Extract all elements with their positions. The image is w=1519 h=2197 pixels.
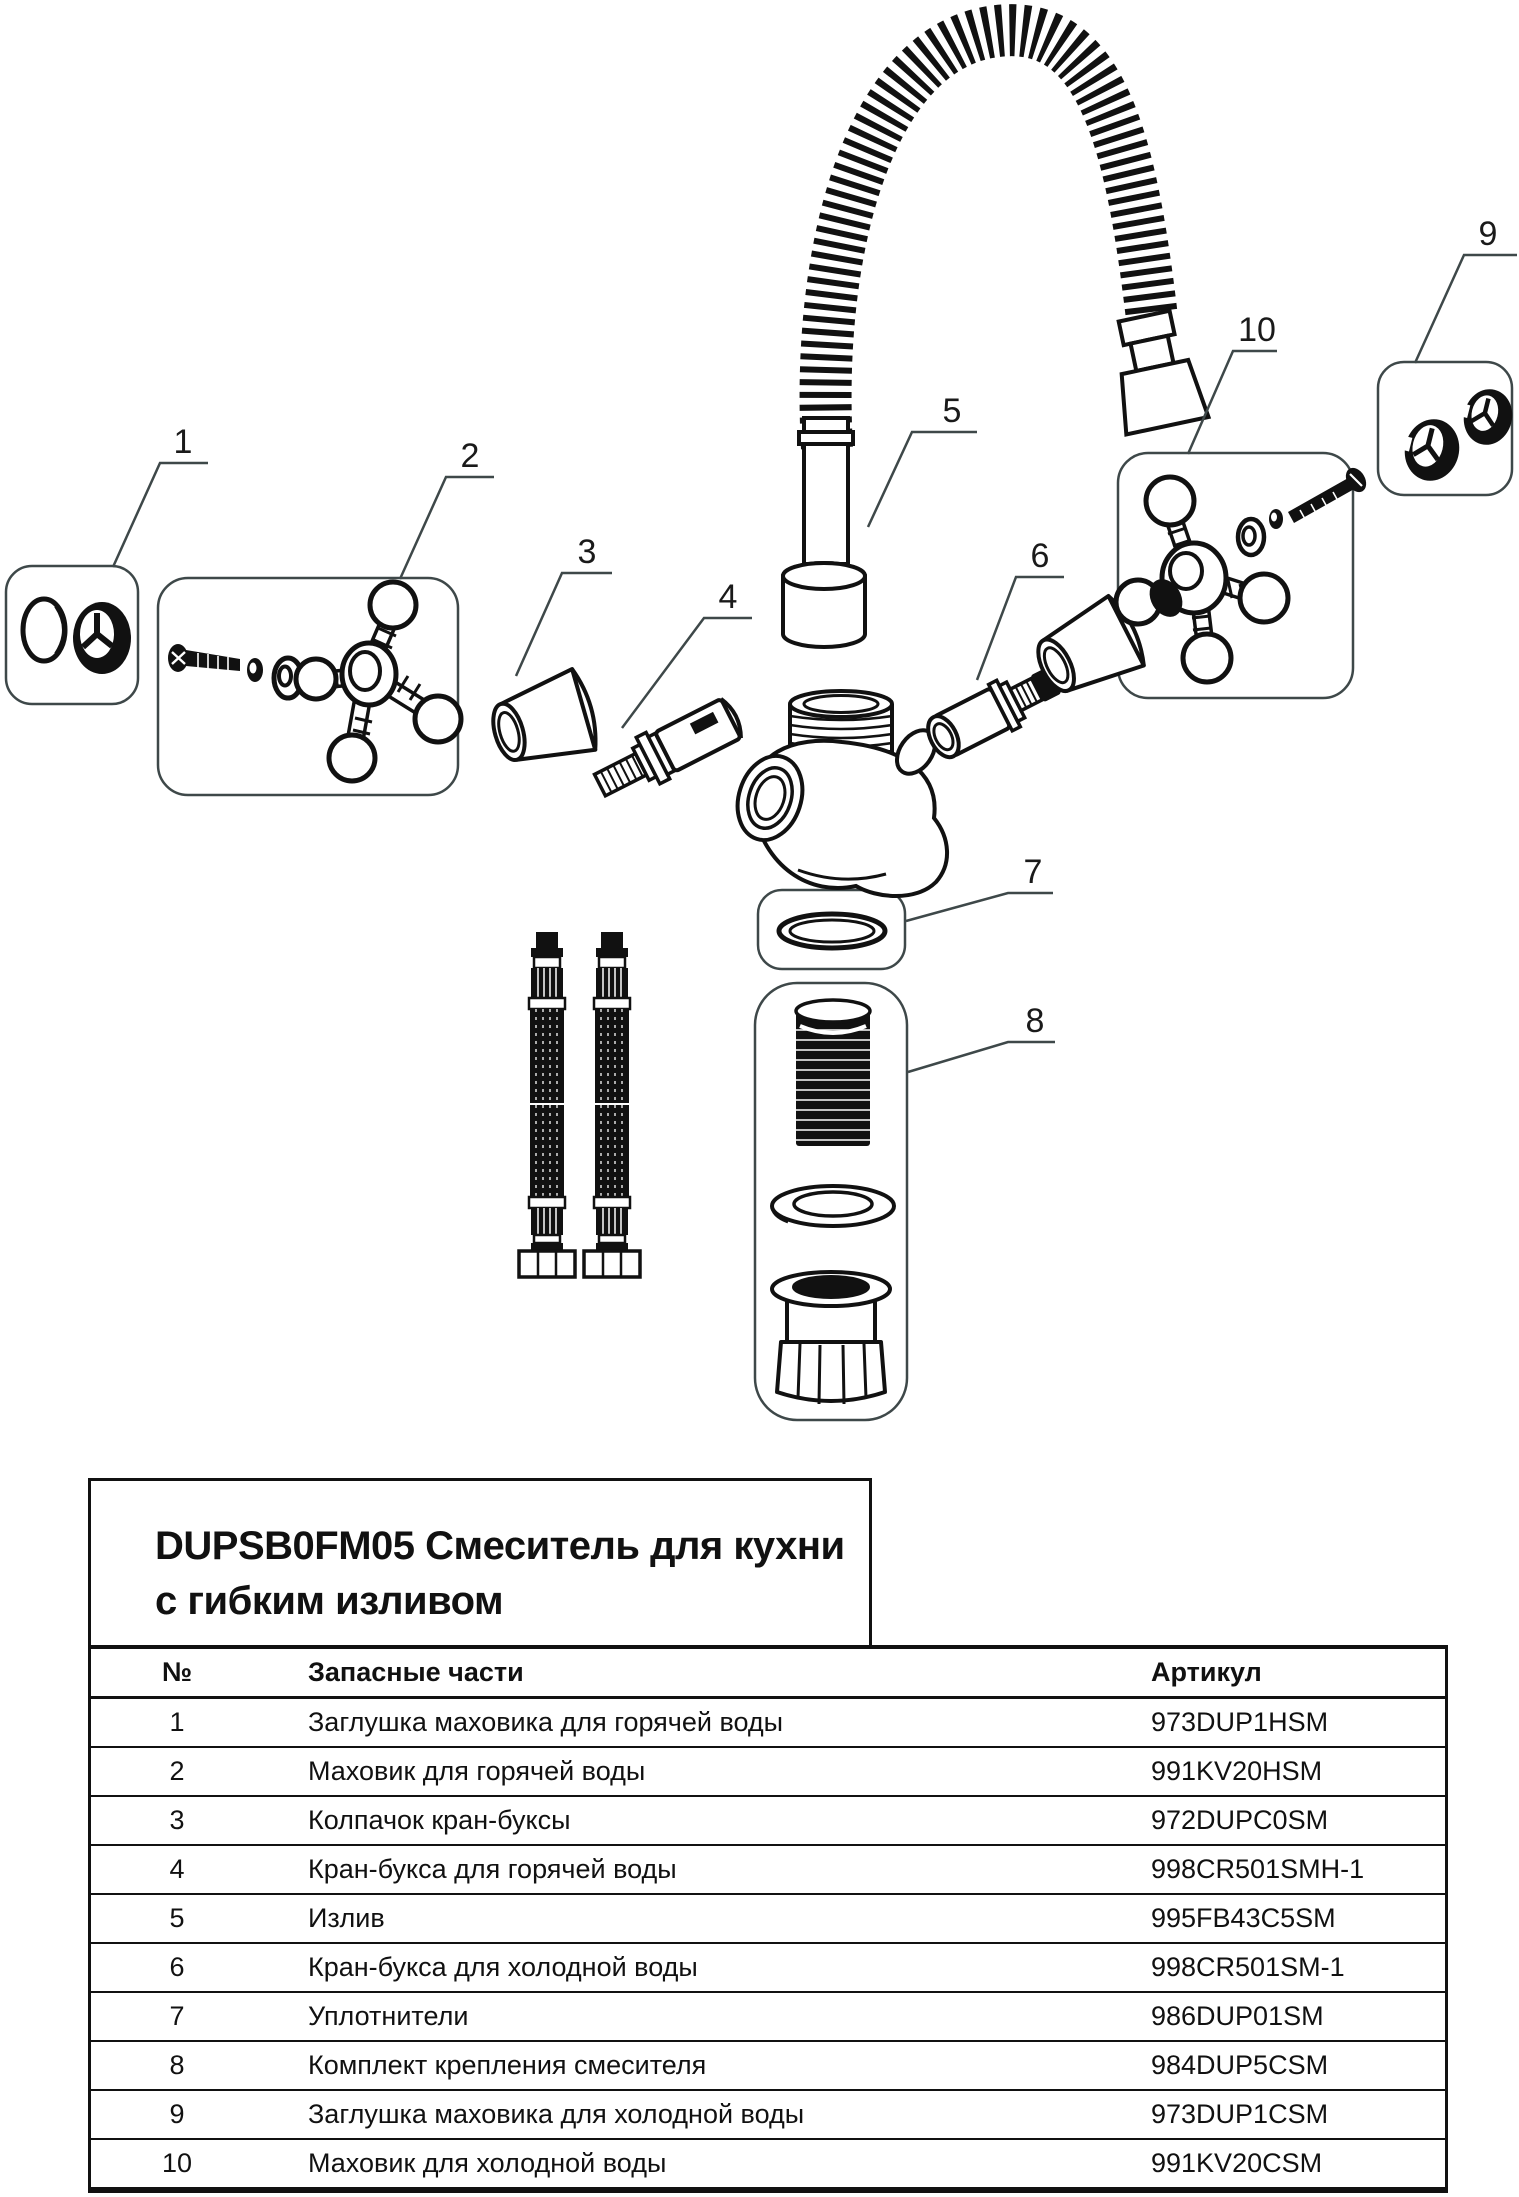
header-name: Запасные части [308, 1657, 524, 1687]
callout-6: 6 [1030, 537, 1050, 575]
cell-article: 991KV20CSM [1151, 2148, 1323, 2178]
handle-plug-cold [1396, 384, 1518, 487]
table-row [91, 1797, 1445, 1846]
product-title [88, 1478, 872, 1645]
faucet-body [727, 691, 947, 896]
cell-name: Излив [308, 1903, 385, 1933]
table-row [91, 1748, 1445, 1797]
flexible-hose [826, 30, 1209, 448]
cross-handle-hot [296, 582, 461, 781]
cell-num: 7 [169, 2001, 185, 2031]
cell-article: 998CR501SMH-1 [1151, 1854, 1365, 1884]
cell-article: 998CR501SM-1 [1151, 1952, 1345, 1982]
table-row [91, 2140, 1445, 2190]
handle-hot-kit [168, 582, 461, 781]
spout [783, 418, 865, 647]
parts-table-section [88, 1478, 1448, 2193]
handle-plug-hot [23, 599, 131, 674]
table-row [91, 1895, 1445, 1944]
table-row [91, 1944, 1445, 1993]
cell-name: Маховик для холодной воды [308, 2148, 667, 2178]
table-row [91, 2042, 1445, 2091]
handle-screw [1288, 464, 1370, 523]
supply-hoses [519, 932, 640, 1277]
cell-num: 4 [169, 1854, 185, 1884]
cell-name: Кран-букса для горячей воды [308, 1854, 677, 1884]
mounting-nut [772, 1272, 890, 1404]
cell-article: 986DUP01SM [1151, 2001, 1324, 2031]
callout-2: 2 [460, 437, 480, 475]
handle-screw [168, 644, 240, 672]
callout-5: 5 [942, 392, 962, 430]
cell-name: Маховик для горячей воды [308, 1756, 646, 1786]
threaded-stud [796, 1000, 870, 1146]
callout-7: 7 [1023, 853, 1043, 891]
callout-9: 9 [1478, 215, 1498, 253]
mounting-washer [772, 1186, 894, 1226]
header-article: Артикул [1151, 1657, 1262, 1687]
table-row [91, 2091, 1445, 2140]
cell-num: 9 [169, 2099, 185, 2129]
table-row [91, 1699, 1445, 1748]
cell-num: 5 [169, 1903, 185, 1933]
cell-name: Колпачок кран-буксы [308, 1805, 571, 1835]
cell-article: 991KV20HSM [1151, 1756, 1323, 1786]
header-num: № [161, 1657, 193, 1687]
cell-num: 1 [169, 1707, 185, 1737]
table-row [91, 1846, 1445, 1895]
table-row [91, 1993, 1445, 2042]
cell-article: 984DUP5CSM [1151, 2050, 1329, 2080]
cell-name: Заглушка маховика для холодной воды [308, 2099, 805, 2129]
cell-article: 972DUPC0SM [1151, 1805, 1329, 1835]
cell-num: 2 [169, 1756, 185, 1786]
table-header-row [91, 1649, 1445, 1699]
product-title-line2: с гибким изливом [155, 1579, 504, 1623]
cell-num: 6 [169, 1952, 185, 1982]
cartridge-hot [588, 693, 747, 809]
cell-article: 973DUP1CSM [1151, 2099, 1329, 2129]
cell-num: 3 [169, 1805, 185, 1835]
cell-article: 973DUP1HSM [1151, 1707, 1329, 1737]
callout-10: 10 [1238, 311, 1276, 349]
handle-cold-kit [1116, 464, 1370, 682]
cell-name: Заглушка маховика для горячей воды [308, 1707, 784, 1737]
callout-1: 1 [173, 423, 193, 461]
cell-article: 995FB43C5SM [1151, 1903, 1336, 1933]
o-ring-seal [779, 914, 885, 948]
cell-num: 8 [169, 2050, 185, 2080]
parts-table [88, 1645, 1448, 2193]
cell-num: 10 [161, 2148, 193, 2178]
cartridge-cap-hot [484, 667, 603, 775]
mounting-kit [772, 1000, 894, 1404]
supply-hose [519, 932, 575, 1277]
cell-name: Уплотнители [308, 2001, 469, 2031]
callout-4: 4 [718, 578, 738, 616]
product-title-line1: DUPSB0FM05 Смеситель для кухни [155, 1524, 845, 1568]
supply-hose [584, 932, 640, 1277]
callout-8: 8 [1025, 1002, 1045, 1040]
callout-3: 3 [577, 533, 597, 571]
cell-name: Кран-букса для холодной воды [308, 1952, 698, 1982]
cell-name: Комплект крепления смесителя [308, 2050, 707, 2080]
handle-washer-ring [1238, 519, 1264, 555]
